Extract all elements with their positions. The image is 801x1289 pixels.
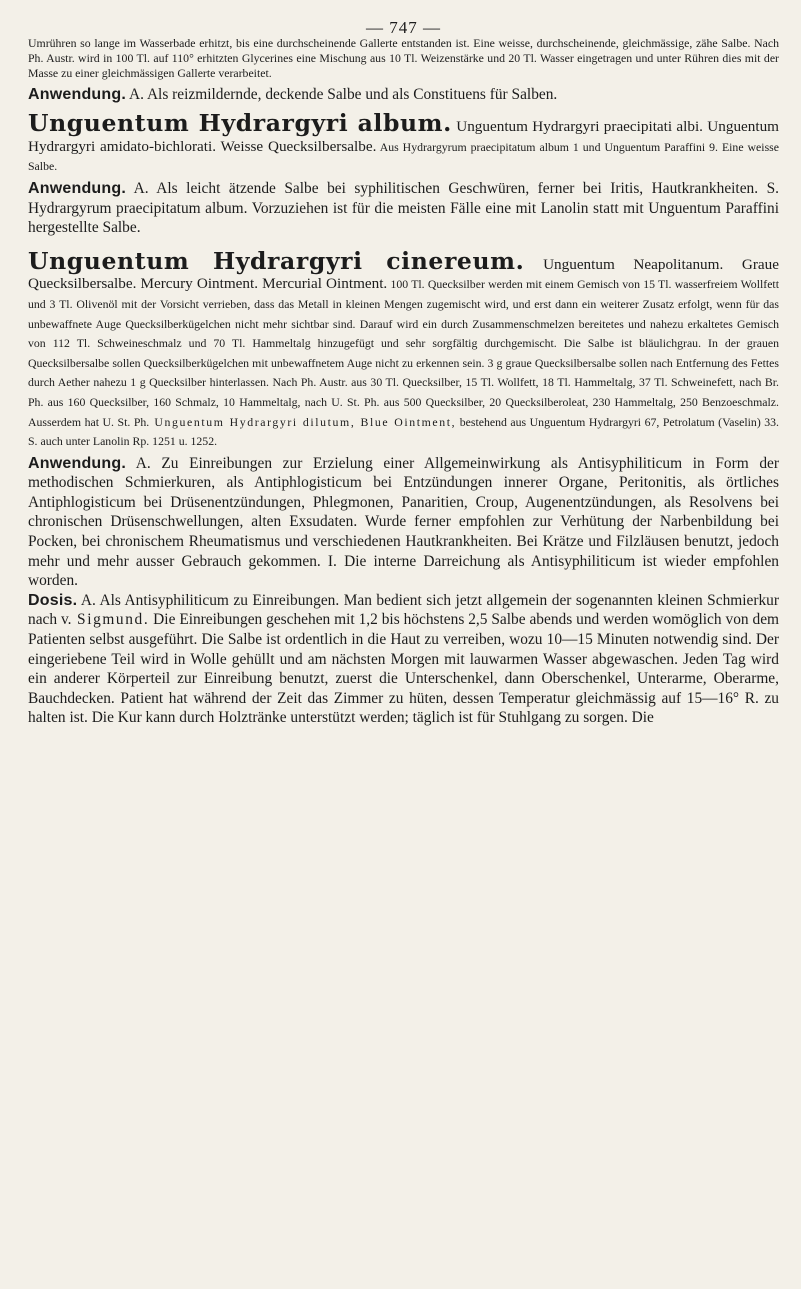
entry-usage-text: A. Als leicht ätzende Salbe bei syphilitischen Geschwüren, ferner bei Iritis, Hautkrankheiten. S. Hydrargyrum praecipitatum album. Vorzuziehen ist für die meisten Fälle eine mit Lanolin statt mit Unguentum Paraffini hergestellte Salbe.	[28, 179, 779, 237]
page-number: — 747 —	[366, 18, 441, 37]
intro-usage-text: A. Als reizmildernde, deckende Salbe und als Constituens für Salben.	[125, 85, 558, 103]
entry-dosis-spaced-name: Sigmund.	[71, 611, 150, 629]
entry-header	[28, 246, 780, 451]
entry-usage-text: A. Zu Einreibungen zur Erzielung einer Allgemeinwirkung als Antisyphiliticum in Form der methodischen Schmierkuren, als Antiphlogisticum bei Entzündungen innerer Organe, Peritonitis, als örtliches Antiphlogisticum bei Drüsenentzündungen, Phlegmonen, Panaritien, Croup, Augenentzündungen, als Resolvens bei chronischen Drüsenschwellungen, alten Exsudaten. Wurde ferner empfohlen zur Verhütung der Narbenbildung bei Pocken, bei chronischem Rheumatismus und verschiedenen Hautkrankheiten. Bei Krätze und Filzläusen benutzt, jedoch mehr und mehr ausser Gebrauch gekommen. I. Die interne Darreichung als Antisyphiliticum ist wieder empfohlen worden.	[28, 454, 779, 590]
entry-dosis-label: Dosis.	[28, 591, 78, 609]
intro-usage-label: Anwendung.	[28, 85, 126, 103]
entry-small-text-continued: bestehend aus Unguentum Hydrargyri 67, Petrolatum (Vaselin) 33. S. auch unter Lanolin Rp. 1251 u. 1252.	[28, 414, 780, 449]
intro-usage-paragraph	[28, 85, 779, 105]
entry-small-spaced-text: Unguentum Hydrargyri dilutum, Blue Ointment,	[149, 414, 457, 429]
entry-dosis-text-continued: Die Einreibungen geschehen mit 1,2 bis höchstens 2,5 Salbe abends und werden womöglich von dem Patienten selbst ausgeführt. Die Salbe ist ordentlich in die Haut zu verreiben, wozu 10—15 Minuten notwendig sind. Der eingeriebene Teil wird in Wolle gehüllt und am nächsten Morgen mit lauwarmen Wasser abgewaschen. Jeden Tag wird ein anderer Körperteil zur Einreibung benutzt, zuerst die Unterschenkel, dann Oberschenkel, Unterarme, Oberarme, Bauchdecken. Patient hat während der Zeit das Zimmer zu hüten, dessen Temperatur gleichmässig auf 15—16° R. zu halten ist. Die Kur kann durch Holztränke unterstützt werden; täglich ist für Stuhlgang zu sorgen. Die	[28, 611, 779, 727]
entry-lead: Unguentum Hydrargyri praecipitati albi. Unguentum Hydrargyri amidato-bichlorati. Weisse Quecksilbersalbe.	[28, 118, 779, 155]
entry-title: Unguentum Hydrargyri album.	[28, 109, 452, 138]
intro-section	[28, 36, 779, 104]
entry-lead: Unguentum Neapolitanum. Graue Quecksilbersalbe. Mercury Ointment. Mercurial Ointment.	[28, 255, 779, 293]
entry-usage-paragraph	[28, 179, 779, 238]
entry-usage-paragraph	[28, 454, 779, 591]
entry-dosis-paragraph	[28, 591, 779, 728]
entry-small-text: 100 Tl. Quecksilber werden mit einem Gemisch von 15 Tl. wasserfreiem Wollfett und 3 Tl. Olivenöl mit der Vorsicht verrieben, dass das Metall in kleinen Mengen zugemischt wird, und erst dann ein weiterer Zusatz erfolgt, wenn für das unbewaffnete Auge Quecksilberkügelchen nicht mehr sichtbar sind. Darauf wird ein durch Zusammenschmelzen bereitetes und nahezu erkaltetes Gemisch von 112 Tl. Schweineschmalz und 70 Tl. Hammeltalg hinzugefügt und sehr sorgfältig durchgemischt. Die Salbe ist bläulichgrau. In der grauen Quecksilbersalbe sollen Quecksilberkügelchen mit unbewaffnetem Auge nicht zu erkennen sein. 3 g graue Quecksilbersalbe sollen nach Entfernung des Fettes durch Aether nahezu 1 g Quecksilber hinterlassen. Nach Ph. Austr. aus 30 Tl. Quecksilber, 15 Tl. Wollfett, 18 Tl. Hammeltalg, 37 Tl. Schweinefett, nach Br. Ph. aus 160 Quecksilber, 160 Schmalz, 10 Hammeltalg, nach U. St. Ph. aus 500 Quecksilber, 20 Quecksilberoleat, 230 Hammeltalg, 250 Benzoeschmalz. Ausserdem hat U. St. Ph.	[28, 277, 779, 429]
entry-unguentum-hydrargyri-cinereum	[28, 246, 780, 728]
entry-title: Unguentum Hydrargyri cinereum.	[28, 246, 525, 275]
entry-small-text: Aus Hydrargyrum praecipitatum album 1 und Unguentum Paraffini 9. Eine weisse Salbe.	[28, 139, 779, 174]
intro-small-text: Umrühren so lange im Wasserbade erhitzt, bis eine durchscheinende Gallerte entstanden ist. Eine weisse, durchscheinende, gleichmässige, zähe Salbe. Nach Ph. Austr. wird in 100 Tl. auf 110° erhitzten Glycerines eine Mischung aus 10 Tl. Weizenstärke und 20 Tl. Wasser eingetragen und unter Rühren dies mit der Masse zu einer gleichmässigen Gallerte verarbeitet.	[28, 36, 779, 81]
entry-usage-label: Anwendung.	[28, 179, 126, 197]
entry-usage-label: Anwendung.	[28, 454, 126, 472]
entry-header	[28, 109, 779, 176]
entry-unguentum-hydrargyri-album	[28, 109, 779, 238]
entry-dosis-text: A. Als Antisyphiliticum zu Einreibungen. Man bedient sich jetzt allgemein der sogenannten kleinen Schmierkur nach v.	[28, 591, 779, 629]
